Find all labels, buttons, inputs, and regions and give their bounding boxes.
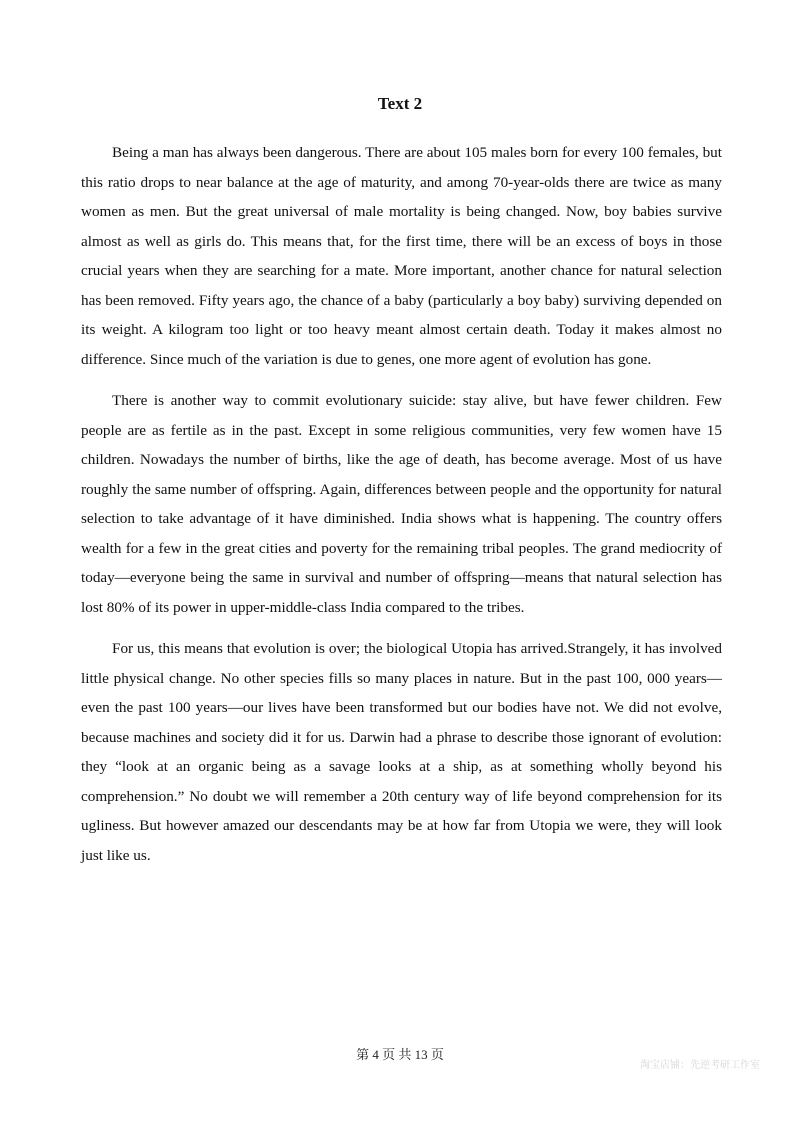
document-title: Text 2: [377, 94, 423, 113]
page-number-footer: 第 4 页 共 13 页: [356, 1047, 444, 1062]
paragraph-1: Being a man has always been dangerous. There are about 105 males born for every 100 females, but this ratio drops to near balance at the age of maturity, and among 70-year-olds there are twice as many women as men. But the great universal of male mortality is being changed. Now, boy babies survive almost as well as girls do. This means that, for the first time, there will be an excess of boys in those crucial years when they are searching for a mate. More important, another chance for natural selection has been removed. Fifty years ago, the chance of a baby (particularly a boy baby) surviving depended on its weight. A kilogram too light or too heavy meant almost certain death. Today it makes almost no difference. Since much of the variation is due to genes, one more agent of evolution has gone.: [81, 144, 722, 368]
store-watermark: 淘宝店铺：先逆考研工作室: [640, 1060, 760, 1071]
paragraph-2: There is another way to commit evolutionary suicide: stay alive, but have fewer children. Few people are as fertile as in the past. Except in some religious communities, very few women have 15 children. Nowadays the number of births, like the age of death, has become average. Most of us have roughly the same number of offspring. Again, differences between people and the opportunity for natural selection to take advantage of it have diminished. India shows what is happening. The country offers wealth for a few in the great cities and poverty for the remaining tribal peoples. The grand mediocrity of today—everyone being the same in survival and number of offspring—means that natural selection has lost 80% of its power in upper-middle-class India compared to the tribes.: [81, 392, 722, 616]
paragraph-3: For us, this means that evolution is over; the biological Utopia has arrived.Strangely, it has involved little physical change. No other species fills so many places in nature. But in the past 100, 000 years—even the past 100 years—our lives have been transformed but our bodies have not. We did not evolve, because machines and society did it for us. Darwin had a phrase to describe those ignorant of evolution: they “look at an organic being as a savage looks at a ship, as at something wholly beyond his comprehension.” No doubt we will remember a 20th century way of life beyond comprehension for its ugliness. But however amazed our descendants may be at how far from Utopia we were, they will look just like us.: [81, 640, 722, 864]
document-body: [81, 138, 722, 882]
